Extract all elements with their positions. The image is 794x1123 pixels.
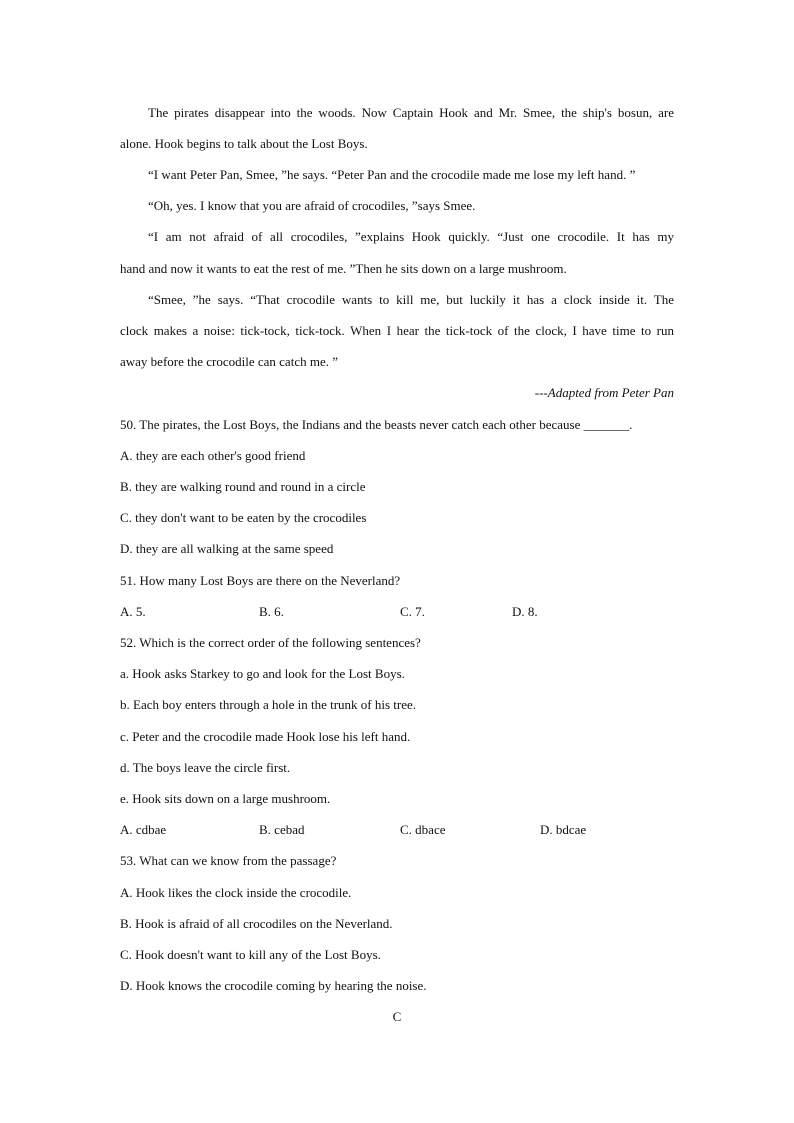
passage-paragraph-5-line-1: “Smee, ”he says. “That crocodile wants to kill me, but luckily it has a clock inside it. The	[148, 292, 674, 307]
question-53-option-d: D. Hook knows the crocodile coming by hearing the noise.	[120, 978, 427, 993]
question-52-sentence-e: e. Hook sits down on a large mushroom.	[120, 791, 331, 806]
passage-paragraph-1-line-2: alone. Hook begins to talk about the Lost Boys.	[120, 136, 368, 151]
question-50-option-d: D. they are all walking at the same speed	[120, 541, 334, 556]
question-53-option-c: C. Hook doesn't want to kill any of the Lost Boys.	[120, 947, 381, 962]
question-52-option-d: D. bdcae	[540, 822, 587, 837]
question-53-option-a: A. Hook likes the clock inside the crocodile.	[120, 885, 352, 900]
question-50-option-c: C. they don't want to be eaten by the crocodiles	[120, 510, 367, 525]
question-51-stem: 51. How many Lost Boys are there on the Neverland?	[120, 573, 401, 588]
question-51-option-d: D. 8.	[512, 604, 538, 619]
question-52-sentence-d: d. The boys leave the circle first.	[120, 760, 291, 775]
passage-source	[535, 385, 674, 401]
question-50-option-a: A. they are each other's good friend	[120, 448, 306, 463]
passage-paragraph-2: “I want Peter Pan, Smee, ”he says. “Peter Pan and the crocodile made me lose my left hand. ”	[148, 167, 636, 182]
question-50-stem: 50. The pirates, the Lost Boys, the Indians and the beasts never catch each other because _______.	[120, 417, 633, 432]
source-dashes: ---	[534, 385, 548, 400]
question-52-option-b: B. cebad	[259, 822, 305, 837]
section-letter: C	[392, 1009, 402, 1024]
question-53-stem: 53. What can we know from the passage?	[120, 853, 337, 868]
passage-paragraph-5-line-2: clock makes a noise: tick-tock, tick-tock. When I hear the tick-tock of the clock, I have time to run	[120, 323, 674, 338]
question-53-option-b: B. Hook is afraid of all crocodiles on the Neverland.	[120, 916, 393, 931]
question-51-option-b: B. 6.	[259, 604, 284, 619]
passage-paragraph-4-line-2: hand and now it wants to eat the rest of me. ”Then he sits down on a large mushroom.	[120, 261, 567, 276]
question-52-stem: 52. Which is the correct order of the following sentences?	[120, 635, 421, 650]
passage-paragraph-3: “Oh, yes. I know that you are afraid of crocodiles, ”says Smee.	[148, 198, 476, 213]
question-51-option-a: A. 5.	[120, 604, 146, 619]
question-52-sentence-c: c. Peter and the crocodile made Hook lose his left hand.	[120, 729, 411, 744]
question-52-option-c: C. dbace	[400, 822, 446, 837]
passage-paragraph-5-line-3: away before the crocodile can catch me. ”	[120, 354, 338, 369]
passage-paragraph-4-line-1: “I am not afraid of all crocodiles, ”explains Hook quickly. “Just one crocodile. It has my	[148, 229, 674, 244]
question-51-option-c: C. 7.	[400, 604, 425, 619]
question-52-sentence-a: a. Hook asks Starkey to go and look for the Lost Boys.	[120, 666, 405, 681]
passage-paragraph-1-line-1: The pirates disappear into the woods. Now Captain Hook and Mr. Smee, the ship's bosun, are	[148, 105, 674, 120]
source-title: Adapted from Peter Pan	[547, 385, 674, 400]
question-52-sentence-b: b. Each boy enters through a hole in the trunk of his tree.	[120, 697, 417, 712]
question-52-option-a: A. cdbae	[120, 822, 167, 837]
question-50-option-b: B. they are walking round and round in a circle	[120, 479, 366, 494]
